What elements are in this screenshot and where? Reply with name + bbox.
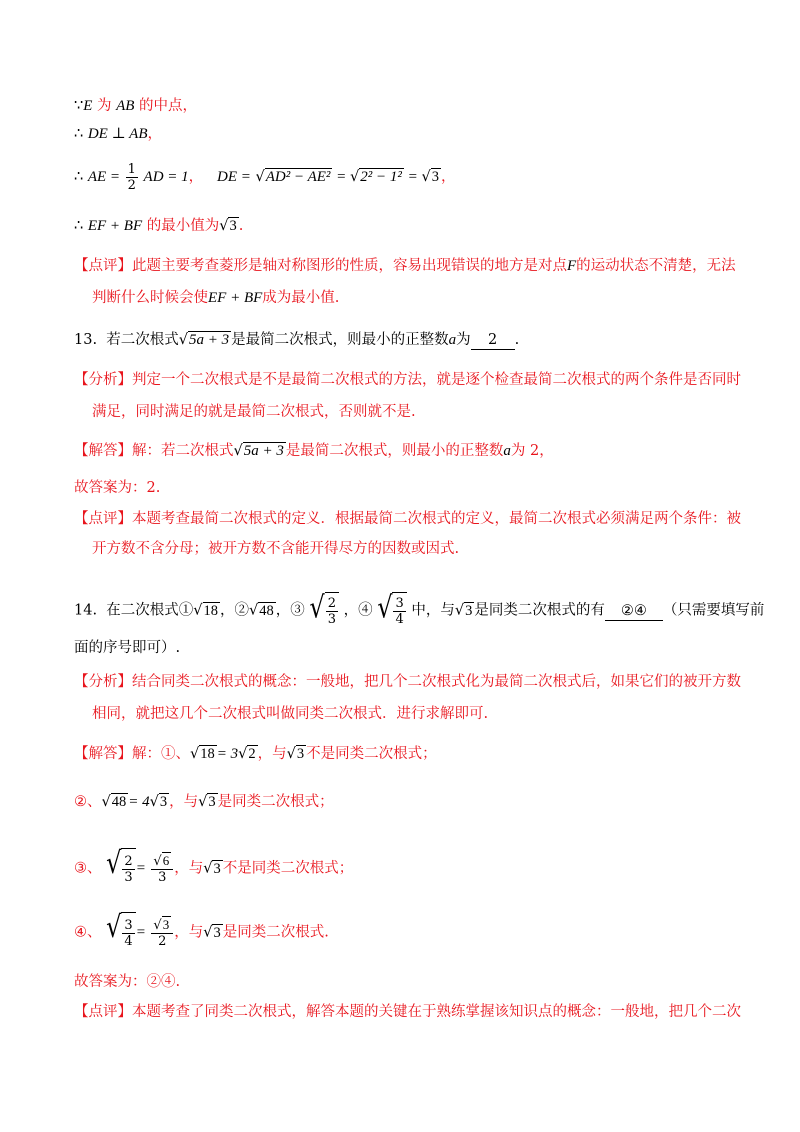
analysis-q13-line2: 满足，同时满足的就是最简二次根式，否则就不是. (92, 404, 416, 420)
q14-answer-blank: ②④ (605, 603, 663, 621)
review-q12-line1: 【点评】此题主要考查菱形是轴对称图形的性质，容易出现错误的地方是对点F的运动状态不清楚，无法 (74, 258, 736, 274)
final-q14: 故答案为：②④. (74, 974, 181, 990)
sqrt-3-over-4: √ $\frac{3}{4}$ (377, 592, 407, 629)
fraction-one-half: $\frac{1}{2}$ (127, 161, 136, 193)
final-q13: 故答案为：2. (74, 480, 161, 496)
question-13: 13. 若二次根式√5a + 3 是最简二次根式，则最小的正整数a为 2 . (74, 332, 520, 348)
solution-q14-item1: 【解答】解：①、√18 = 3√2 ，与√3 不是同类二次根式； (74, 746, 437, 762)
question-14: 14. 在二次根式①√18 ，②√48 ，③ √ $\frac{2}{3}$ ，④ √ $\frac{3}{4}$ 中，与√3 是同类二次根式的有 ②④ （只需要填写前 (74, 592, 764, 629)
analysis-q14-line1: 【分析】结合同类二次根式的概念：一般地，把几个二次根式化为最简二次根式后，如果它们的被开方数 (74, 674, 741, 690)
sqrt-2-over-3: √ $\frac{2}{3}$ (309, 592, 339, 629)
review-q13-line1: 【点评】本题考查最简二次根式的定义．根据最简二次根式的定义，最简二次根式必须满足两个条件：被 (74, 511, 741, 527)
solution-q13: 【解答】解：若二次根式√5a + 3 是最简二次根式，则最小的正整数a为 2， (74, 443, 554, 459)
solution-q14-item4: ④、 √ $\frac{3}{4}$ = $\frac{√3}{2}$ ，与√3 是同类二次根式. (74, 912, 329, 953)
line-ae-de-values: ∴ AE = $\frac{1}{2}$ AD = 1， DE = √AD² − AE² = √2² − 1² = √3 ， (74, 161, 456, 193)
line-de-perp-ab: ∴ DE ⊥ AB， (74, 126, 162, 142)
analysis-q14-line2: 相同，就把这几个二次根式叫做同类二次根式．进行求解即可. (92, 706, 489, 722)
q13-answer-blank: 2 (471, 332, 515, 350)
analysis-q13-line1: 【分析】判定一个二次根式是不是最简二次根式的方法，就是逐个检查最简二次根式的两个条件是否同时 (74, 372, 741, 388)
review-q12-line2: 判断什么时候会使EF + BF成为最小值. (92, 290, 340, 306)
line-e-midpoint: ∵E 为 AB 的中点， (74, 98, 198, 114)
question-14-line2: 面的序号即可）. (74, 640, 181, 656)
review-q13-line2: 开方数不含分母；被开方数不含能开得尽方的因数或因式. (92, 541, 460, 557)
line-min-value: ∴ EF + BF 的最小值为√3 . (74, 218, 244, 234)
review-q14-line1: 【点评】本题考查了同类二次根式，解答本题的关键在于熟练掌握该知识点的概念：一般地，把几个二次 (74, 1004, 741, 1020)
solution-q14-item2: ②、√48 = 4√3 ，与√3 是同类二次根式； (74, 794, 334, 810)
solution-q14-item3: ③、 √ $\frac{2}{3}$ = $\frac{√6}{3}$ ，与√3 不是同类二次根式； (74, 848, 353, 889)
